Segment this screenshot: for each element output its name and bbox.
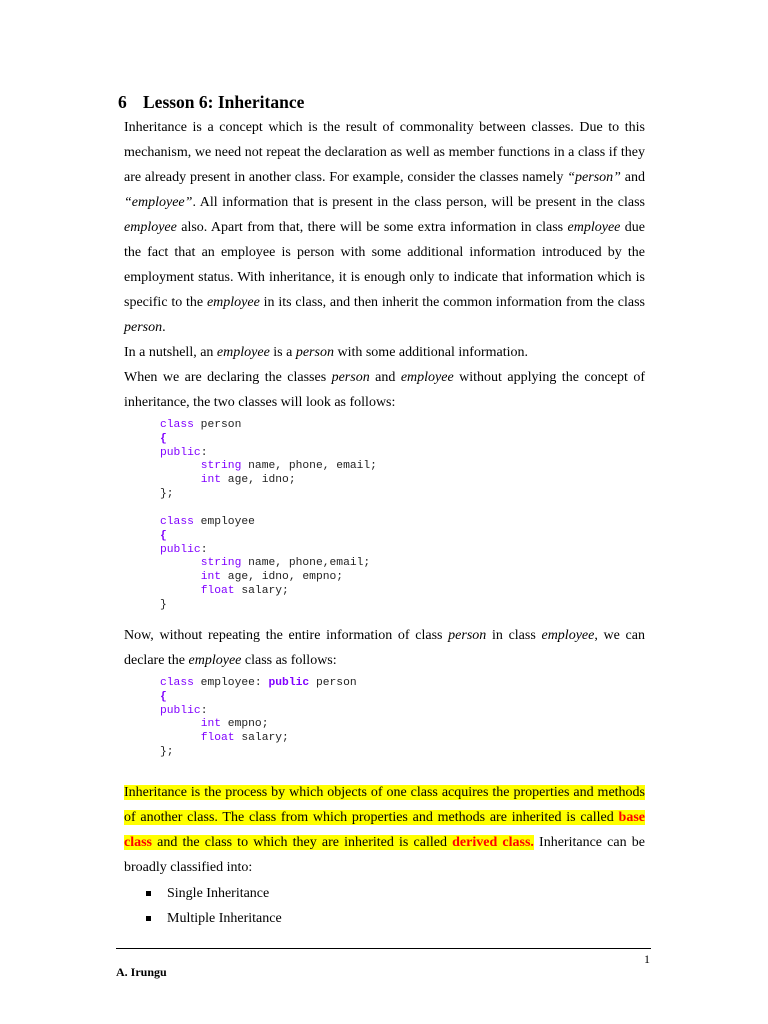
code-text: name, phone, email; <box>241 460 377 473</box>
code-keyword: int <box>200 571 222 584</box>
intro-paragraph <box>124 115 645 340</box>
code-text: }; <box>160 745 174 758</box>
definition-paragraph <box>124 780 645 880</box>
footer-divider <box>116 948 651 949</box>
code-keyword: public <box>160 543 201 556</box>
highlighted-text: Inheritance is the process by which objects of one class acquires the properties and methods of another class. The class from which properties and methods are inherited is called <box>124 785 645 825</box>
code-keyword: float <box>200 732 235 745</box>
code-block-derived <box>160 677 357 760</box>
without-repeating-paragraph <box>124 623 645 673</box>
base-class-term: base class <box>124 810 645 850</box>
text-run: without applying the concept of inheritance, the two classes will look as follows: <box>124 370 645 410</box>
code-keyword: class <box>160 516 194 528</box>
code-keyword: class <box>160 677 194 689</box>
text-run: Now, without repeating the entire information of class <box>124 628 449 643</box>
code-text: employee <box>193 516 255 528</box>
code-text: salary; <box>234 584 289 597</box>
text-run: and <box>369 370 401 385</box>
code-keyword: string <box>200 460 242 473</box>
highlighted-text: and the class to which they are inherited is called <box>152 835 453 850</box>
code-text: }; <box>160 487 174 500</box>
text-run: Inheritance can be broadly classified into: <box>124 835 645 875</box>
nutshell-paragraph <box>124 340 645 365</box>
text-run: and <box>620 170 645 185</box>
derived-class-term: derived class. <box>452 835 534 850</box>
code-keyword: class <box>160 419 194 431</box>
code-keyword: public <box>160 446 201 459</box>
code-text: : <box>200 446 208 459</box>
code-text: empno; <box>221 718 269 731</box>
text-run: is a <box>269 345 296 360</box>
italic-term: person <box>124 320 163 335</box>
code-keyword: int <box>200 474 222 487</box>
section-number: 6 <box>118 92 127 112</box>
code-text: person <box>193 419 242 431</box>
code-text: person <box>309 677 357 689</box>
text-run: In a nutshell, an <box>124 345 217 360</box>
code-block-employee <box>160 516 370 613</box>
text-run: in class <box>486 628 542 643</box>
text-run: due the fact that an employee is person with some additional information introduced by the employment status. With inheritance, it is enough only to indicate that information which is specific to the <box>124 220 645 310</box>
italic-term: “person” <box>567 170 621 185</box>
section-title: Lesson 6: Inheritance <box>143 92 305 112</box>
code-text: employee: <box>193 677 269 689</box>
inheritance-types-list <box>145 881 282 931</box>
code-text: age, idno, empno; <box>221 571 344 584</box>
italic-term: “employee” <box>124 195 193 210</box>
code-keyword: int <box>200 718 222 731</box>
list-item: Multiple Inheritance <box>145 906 282 931</box>
code-text: : <box>200 704 208 717</box>
list-item: Single Inheritance <box>145 881 282 906</box>
section-heading <box>118 92 304 113</box>
text-run: with some additional information. <box>333 345 528 360</box>
italic-term: person <box>331 370 370 385</box>
page-number: 1 <box>644 952 650 966</box>
italic-term: employee <box>124 220 177 235</box>
italic-term: employee <box>188 653 242 668</box>
text-run: also. Apart from that, there will be some extra information in class <box>176 220 568 235</box>
text-run: in its class, and then inherit the common information from the class <box>259 295 645 310</box>
italic-term: person <box>448 628 487 643</box>
italic-term: employee <box>541 628 595 643</box>
code-brace: { <box>160 529 167 542</box>
text-run: , we can declare the <box>124 628 645 668</box>
code-keyword: public <box>160 704 201 717</box>
italic-term: employee <box>216 345 270 360</box>
code-keyword: float <box>200 584 235 597</box>
code-text: } <box>160 598 167 611</box>
code-keyword: public <box>268 677 310 689</box>
code-text: : <box>200 543 208 556</box>
footer-author: A. Irungu <box>116 965 167 979</box>
declaring-paragraph <box>124 365 645 415</box>
text-run: . All information that is present in the class person, will be present in the class <box>192 195 645 210</box>
code-text: name, phone,email; <box>241 557 371 570</box>
code-text: age, idno; <box>221 474 296 487</box>
code-brace: { <box>160 432 167 445</box>
code-brace: { <box>160 690 167 703</box>
italic-term: person <box>295 345 334 360</box>
code-text: salary; <box>234 732 289 745</box>
text-run: class as follows: <box>241 653 337 668</box>
text-run: . <box>162 320 166 335</box>
italic-term: employee <box>567 220 621 235</box>
code-block-person <box>160 419 377 502</box>
italic-term: employee <box>400 370 454 385</box>
italic-term: employee <box>206 295 260 310</box>
text-run: Inheritance is a concept which is the result of commonality between classes. Due to this mechanism, we need not repeat the declaration as well as member functions in a class if they are already present in another class. For example, consider the classes namely <box>124 120 645 185</box>
code-keyword: string <box>200 557 242 570</box>
text-run: When we are declaring the classes <box>124 370 332 385</box>
